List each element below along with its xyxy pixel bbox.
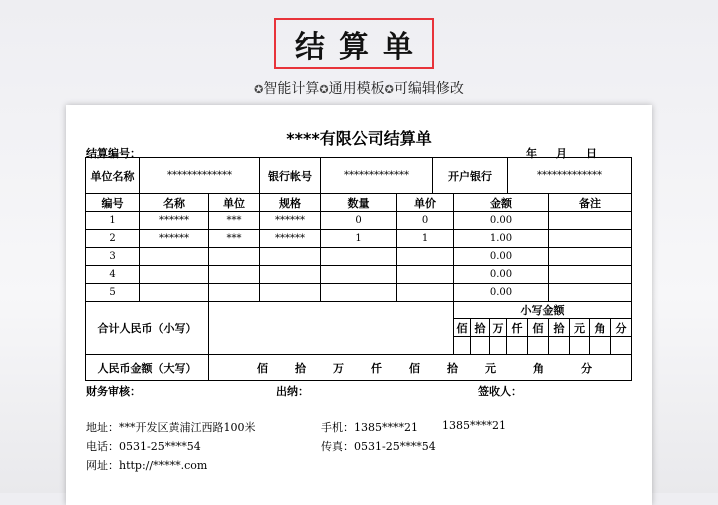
table-cell[interactable] xyxy=(140,284,209,302)
table-cell[interactable] xyxy=(397,284,454,302)
column-header: 备注 xyxy=(549,194,632,212)
table-cell[interactable] xyxy=(260,248,321,266)
table-cell[interactable]: 0.00 xyxy=(454,212,549,230)
column-header: 单价 xyxy=(397,194,454,212)
table-cell[interactable] xyxy=(321,248,397,266)
table-cell[interactable] xyxy=(549,212,632,230)
big-unit: 分 xyxy=(581,361,592,375)
digit-cell[interactable] xyxy=(528,337,549,355)
form-title: ****有限公司结算单 xyxy=(286,129,432,148)
column-header: 金额 xyxy=(454,194,549,212)
table-cell[interactable] xyxy=(397,248,454,266)
table-cell[interactable]: 0.00 xyxy=(454,266,549,284)
bank-label: 开户银行 xyxy=(433,158,508,194)
column-header: 规格 xyxy=(260,194,321,212)
big-unit: 拾 xyxy=(295,361,306,375)
table-cell[interactable] xyxy=(209,248,260,266)
date-day: 日 xyxy=(586,147,597,160)
digit-header: 分 xyxy=(611,319,632,337)
total-big-label: 人民币金额（大写） xyxy=(86,355,209,381)
digit-cell[interactable] xyxy=(549,337,570,355)
digit-cell[interactable] xyxy=(570,337,590,355)
table-cell[interactable] xyxy=(321,266,397,284)
digit-header: 拾 xyxy=(549,319,570,337)
table-cell[interactable]: ****** xyxy=(140,212,209,230)
bank-account-value: ************* xyxy=(321,158,433,194)
big-unit: 佰 xyxy=(409,361,420,375)
unit-label: 单位名称 xyxy=(86,158,140,194)
table-cell[interactable]: 3 xyxy=(86,248,140,266)
digit-header: 佰 xyxy=(454,319,471,337)
digit-header: 元 xyxy=(570,319,590,337)
digit-cell[interactable] xyxy=(454,337,471,355)
cashier-label: 出纳： xyxy=(276,385,309,398)
table-cell[interactable]: 4 xyxy=(86,266,140,284)
info-table xyxy=(85,157,632,194)
table-cell[interactable]: *** xyxy=(209,212,260,230)
bank-account-label: 银行帐号 xyxy=(260,158,321,194)
phone: 电话：0531-25****54 xyxy=(86,440,201,453)
digit-header: 万 xyxy=(490,319,507,337)
table-cell[interactable] xyxy=(549,284,632,302)
small-amount-label: 小写金额 xyxy=(454,302,632,319)
items-table xyxy=(85,193,632,302)
big-amount-units xyxy=(209,355,632,381)
table-cell[interactable] xyxy=(397,266,454,284)
column-header: 单位 xyxy=(209,194,260,212)
big-unit: 拾 xyxy=(447,361,458,375)
star-icon: ✪ xyxy=(254,83,264,96)
date-year: 年 xyxy=(526,147,537,160)
table-cell[interactable]: 1 xyxy=(86,212,140,230)
table-row xyxy=(86,248,632,266)
receiver-label: 签收人： xyxy=(478,385,522,398)
website: 网址：http://*****.com xyxy=(86,459,208,472)
table-cell[interactable] xyxy=(321,284,397,302)
settlement-form xyxy=(66,105,652,505)
table-cell[interactable]: *** xyxy=(209,230,260,248)
table-cell[interactable]: 1.00 xyxy=(454,230,549,248)
fax: 传真：0531-25****54 xyxy=(321,440,436,453)
digit-header: 佰 xyxy=(528,319,549,337)
star-icon: ✪ xyxy=(384,83,394,96)
total-small-value[interactable] xyxy=(209,302,454,355)
big-unit: 元 xyxy=(485,361,496,375)
table-cell[interactable] xyxy=(209,284,260,302)
table-cell[interactable] xyxy=(140,266,209,284)
star-icon: ✪ xyxy=(319,83,329,96)
column-header: 数量 xyxy=(321,194,397,212)
date-month: 月 xyxy=(556,147,567,160)
bank-value: ************* xyxy=(508,158,632,194)
unit-value: ************* xyxy=(140,158,260,194)
big-unit: 佰 xyxy=(257,361,268,375)
feature: 智能计算 xyxy=(263,81,320,97)
column-header: 编号 xyxy=(86,194,140,212)
column-header: 名称 xyxy=(140,194,209,212)
big-unit: 万 xyxy=(333,361,344,375)
address: 地址：***开发区黄浦江西路100米 xyxy=(86,421,256,434)
digit-cell[interactable] xyxy=(611,337,632,355)
table-row xyxy=(86,230,632,248)
table-cell[interactable] xyxy=(549,230,632,248)
table-row xyxy=(86,284,632,302)
table-cell[interactable]: ****** xyxy=(260,230,321,248)
totals-table xyxy=(85,301,632,381)
digit-cell[interactable] xyxy=(590,337,611,355)
digit-header: 仟 xyxy=(507,319,528,337)
number-label: 结算编号： xyxy=(86,147,141,160)
table-cell[interactable]: 0 xyxy=(321,212,397,230)
table-cell[interactable] xyxy=(260,284,321,302)
audit-label: 财务审核： xyxy=(86,385,141,398)
mobile-2: 1385****21 xyxy=(442,419,506,432)
table-cell[interactable] xyxy=(209,266,260,284)
mobile: 手机：1385****21 xyxy=(321,421,418,434)
feature: 通用模板 xyxy=(328,81,385,97)
table-cell[interactable] xyxy=(549,266,632,284)
table-cell[interactable]: 5 xyxy=(86,284,140,302)
table-cell[interactable]: 0.00 xyxy=(454,248,549,266)
table-cell[interactable]: ****** xyxy=(260,212,321,230)
total-small-label: 合计人民币（小写） xyxy=(86,302,209,355)
table-cell[interactable]: 2 xyxy=(86,230,140,248)
table-cell[interactable] xyxy=(549,248,632,266)
feature-list xyxy=(0,78,718,98)
banner-title: 结算单 xyxy=(274,18,434,69)
feature: 可编辑修改 xyxy=(393,81,464,97)
table-row xyxy=(86,212,632,230)
big-unit: 仟 xyxy=(371,361,382,375)
table-cell[interactable]: 1 xyxy=(397,230,454,248)
table-cell[interactable] xyxy=(140,248,209,266)
digit-cell[interactable] xyxy=(507,337,528,355)
table-cell[interactable]: 0 xyxy=(397,212,454,230)
digit-cell[interactable] xyxy=(471,337,490,355)
table-cell[interactable]: 0.00 xyxy=(454,284,549,302)
digit-cell[interactable] xyxy=(490,337,507,355)
big-unit: 角 xyxy=(533,361,544,375)
table-row xyxy=(86,266,632,284)
digit-header: 角 xyxy=(590,319,611,337)
digit-header: 拾 xyxy=(471,319,490,337)
table-cell[interactable]: ****** xyxy=(140,230,209,248)
table-cell[interactable]: 1 xyxy=(321,230,397,248)
table-cell[interactable] xyxy=(260,266,321,284)
